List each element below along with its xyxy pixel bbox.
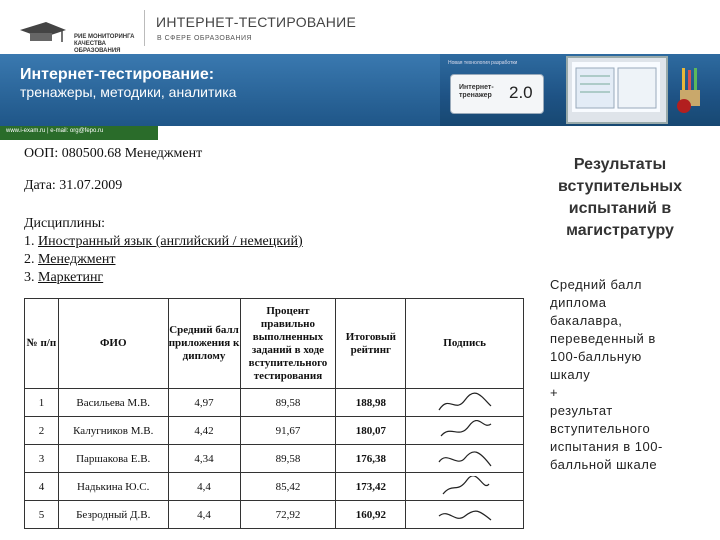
results-explanation: Средний балл диплома бакалавра, переведенный в 100-балльную шкалу + результат вступительного испытания в 100- балльной шкале (550, 277, 663, 472)
cell-rating: 180,07 (336, 417, 406, 445)
signature-icon (435, 504, 495, 526)
discipline-item: 2. Менеджмент (24, 252, 116, 267)
cell-rating: 173,42 (336, 473, 406, 501)
banner (0, 54, 720, 126)
signature-icon (435, 448, 495, 470)
signature-icon (435, 392, 495, 414)
cell-rating: 176,38 (336, 445, 406, 473)
cell-pct: 89,58 (240, 389, 336, 417)
cell-rating: 188,98 (336, 389, 406, 417)
cell-name: Надькина Ю.С. (58, 473, 168, 501)
screen-grid-icon (572, 62, 660, 112)
col-header-name: ФИО (58, 299, 168, 389)
discipline-item: 3. Маркетинг (24, 270, 104, 285)
cell-signature (406, 417, 524, 445)
col-header-rating: Итоговый рейтинг (336, 299, 406, 389)
cell-name: Паршакова Е.В. (58, 445, 168, 473)
banner-left (0, 54, 440, 126)
link-text[interactable]: www.i-exam.ru | e-mail: org@fepo.ru (6, 128, 104, 134)
cell-signature (406, 389, 524, 417)
trainer-word: Интернет-тренажер (459, 84, 494, 99)
table-row (25, 501, 524, 529)
cell-name: Васильева М.В. (58, 389, 168, 417)
cell-num: 2 (25, 417, 59, 445)
signature-icon (435, 420, 495, 442)
col-header-num: № п/п (25, 299, 59, 389)
page-subtitle: В СФЕРЕ ОБРАЗОВАНИЯ (157, 35, 253, 42)
table-row (25, 389, 524, 417)
banner-subtitle: тренажеры, методики, аналитика (20, 84, 237, 100)
banner-title: Интернет-тестирование: (20, 66, 215, 83)
oop-line: ООП: 080500.68 Менеджмент (24, 146, 203, 161)
table-row (25, 473, 524, 501)
cell-signature (406, 445, 524, 473)
cell-pct: 89,58 (240, 445, 336, 473)
results-table (24, 298, 524, 520)
cell-signature (406, 473, 524, 501)
link-bar[interactable] (0, 126, 158, 140)
col-header-avg: Средний балл приложения к диплому (168, 299, 240, 389)
date-line: Дата: 31.07.2009 (24, 178, 123, 193)
cell-name: Безродный Д.В. (58, 501, 168, 529)
cell-avg: 4,4 (168, 473, 240, 501)
graduation-cap-icon (18, 20, 68, 46)
trainer-version: 2.0 (509, 83, 533, 102)
logo-text: РИЕ МОНИТОРИНГА КАЧЕСТВА ОБРАЗОВАНИЯ (74, 34, 135, 54)
table-row (25, 445, 524, 473)
trainer-badge[interactable] (450, 74, 544, 114)
col-header-signature: Подпись (406, 299, 524, 389)
cell-pct: 85,42 (240, 473, 336, 501)
monitor-screen (572, 62, 660, 112)
cell-pct: 91,67 (240, 417, 336, 445)
cell-num: 3 (25, 445, 59, 473)
cell-num: 4 (25, 473, 59, 501)
cell-pct: 72,92 (240, 501, 336, 529)
cell-num: 5 (25, 501, 59, 529)
page-title: ИНТЕРНЕТ-ТЕСТИРОВАНИЕ (156, 14, 357, 30)
table-row (25, 417, 524, 445)
cell-avg: 4,42 (168, 417, 240, 445)
signature-icon (435, 476, 495, 498)
cell-avg: 4,4 (168, 501, 240, 529)
cell-num: 1 (25, 389, 59, 417)
cell-avg: 4,97 (168, 389, 240, 417)
disciplines-label: Дисциплины: (24, 216, 105, 231)
cell-signature (406, 501, 524, 529)
discipline-item: 1. Иностранный язык (английский / немецкий) (24, 234, 303, 249)
header-divider (144, 10, 145, 46)
monitor-illustration (566, 56, 668, 124)
logo (8, 8, 136, 54)
cell-avg: 4,34 (168, 445, 240, 473)
cell-name: Калугников М.В. (58, 417, 168, 445)
cell-rating: 160,92 (336, 501, 406, 529)
scanned-document (14, 140, 524, 520)
results-title: Результаты вступительных испытаний в магистратуру (558, 156, 682, 239)
col-header-pct: Процент правильно выполненных заданий в ходе вступительного тестирования (240, 299, 336, 389)
pencils-apple-icon (674, 68, 708, 114)
trainer-caption: Новая технология разработки (448, 60, 518, 66)
